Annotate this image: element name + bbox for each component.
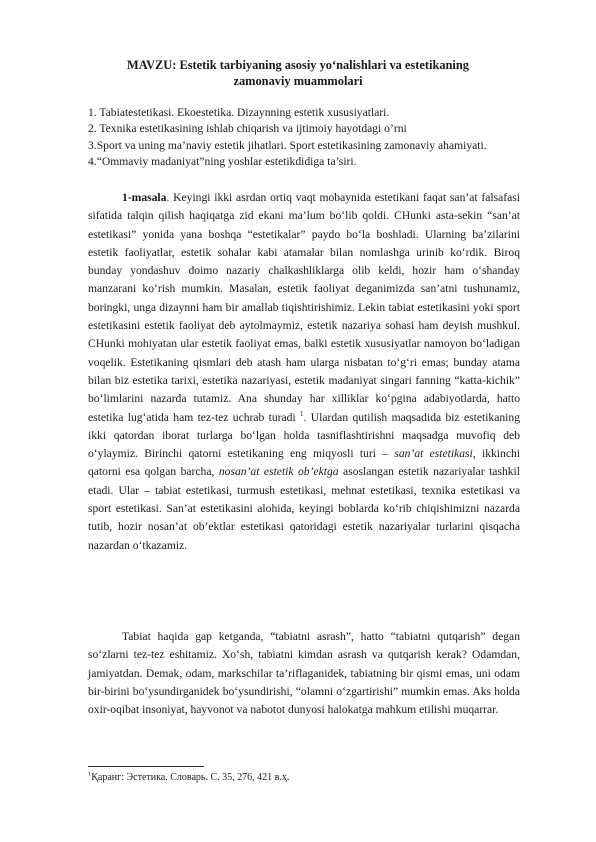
list-item: 2. Texnika estetikasining ishlab chiqarish va ijtimoiy hayotdagi o’rni — [88, 122, 407, 136]
footnote-marker: 1 — [88, 770, 92, 778]
topic-list — [88, 105, 522, 171]
paragraph-text: . Keyingi ikki asrdan ortiq vaqt mobaynida estetikani faqat san’at falsafasi sifatida talqin qilish haqiqatga zid ekani ma’lum bo‘lib qoldi. CHunki asta-sekin “san’at estetikasi” yonida yana boshqa “estetikalar” paydo bo‘la boshladi. Ularning ba’zilarini estetik faoliyatlar, estetik sohalar kabi atamalar bilan nomlashga urinib ko‘rdik. Biroq bunday yondashuv doimo nazariy chalkashliklarga olib keldi, hozir ham o‘shanday manzarani ko‘rish mumkin. Masalan, estetik faoliyat deganimizda san’atni tushunamiz, boringki, unga dizaynni ham bir amallab tiqishtirishimiz. Lekin tabiat estetikasini yoki sport estetikasini estetik faoliyat deb aytolmaymiz, estetik nazariya sohasi ham deyish mushkul. CHunki mohiyatan ular estetik faoliyat emas, balki estetik xususiyatlar namoyon bo‘ladigan voqelik. Estetikaning qismlari deb atash ham ularga nisbatan to‘g‘ri emas; bunday atama bilan biz estetika tarixi, estetika nazariyasi, estetik madaniyat singari fanning “katta-kichik” bo‘limlarini nazarda tutamiz. Ana shunday har xilliklar ko‘pgina adabiyotlarda, hatto estetika lug‘atida ham tez-tez uchrab turadi — [88, 191, 520, 424]
paragraph-text: Tabiat haqida gap ketganda, “tabiatni asrash”, hatto “tabiatni qutqarish” degan so‘zlarni tez-tez eshitamiz. Xo‘sh, tabiatni kimdan asrash va qutqarish kerak? Odamdan, jamiyatdan. Demak, odam, markschilar ta’riflaganidek, tabiatning bir qismi emas, uni odam bir-birini bo‘ysundirganidek bo‘ysundirishi, “olamni o‘zgartirishi” mumkin emas. Aks holda oxir-oqibat insoniyat, hayvonot va nabotot dunyosi halokatga mahkum etilishi muqarrar. — [88, 630, 520, 717]
paragraph-1 — [88, 189, 520, 555]
footnote-divider — [88, 766, 204, 767]
paragraph-text: , ikkinchi qatorni esa qolgan barcha, — [88, 447, 520, 479]
footnote — [88, 771, 508, 784]
paragraph-2 — [88, 628, 520, 719]
footnote-reference[interactable]: 1 — [300, 409, 304, 418]
document-title — [88, 57, 508, 89]
list-item: 3.Sport va uning ma’naviy estetik jihatlari. Sport estetikasining zamonaviy ahamiyati. — [88, 138, 487, 152]
list-item: 1. Tabiatestetikasi. Ekoestetika. Dizaynning estetik xususiyatlari. — [88, 106, 390, 119]
paragraph-text: . Ulardan qutilish maqsadida biz estetikaning ikki qatordan iborat turlarga bo‘lgan holda tasniflashtirishni maqsadga muvofiq deb o‘ylaymiz. Birinchi qatorni estetikaning eng miqyosli turi – — [88, 410, 520, 461]
paragraph-lead: 1-masala — [122, 191, 167, 204]
title-line-1: MAVZU: Estetik tarbiyaning asosiy yo‘nalishlari va estetikaning — [127, 58, 469, 72]
footnote-text: Қаранг: Эстетика. Словарь. С. 35, 276, 421 в.ҳ. — [91, 772, 290, 783]
emphasized-term: nosan’at estetik ob’ektga — [218, 465, 339, 479]
paragraph-text: asoslangan estetik nazariyalar tashkil etadi. Ular – tabiat estetikasi, turmush estetikasi, mehnat estetikasi, texnika estetikasi va sport estetikasi. San’at estetikasini alohida, keyingi boblarda ko‘rib chiqishimizni nazarda tutib, hozir nosan’at ob’ektlar estetikasi qatoridagi estetik nazariyalar turlarini qisqacha nazardan o‘tkazamiz. — [88, 465, 520, 552]
title-line-2: zamonaviy muammolari — [233, 74, 363, 88]
emphasized-term: san’at estetikasi — [394, 447, 473, 461]
list-item: 4.“Ommaviy madaniyat”ning yoshlar estetikdidiga ta’siri. — [88, 155, 357, 169]
